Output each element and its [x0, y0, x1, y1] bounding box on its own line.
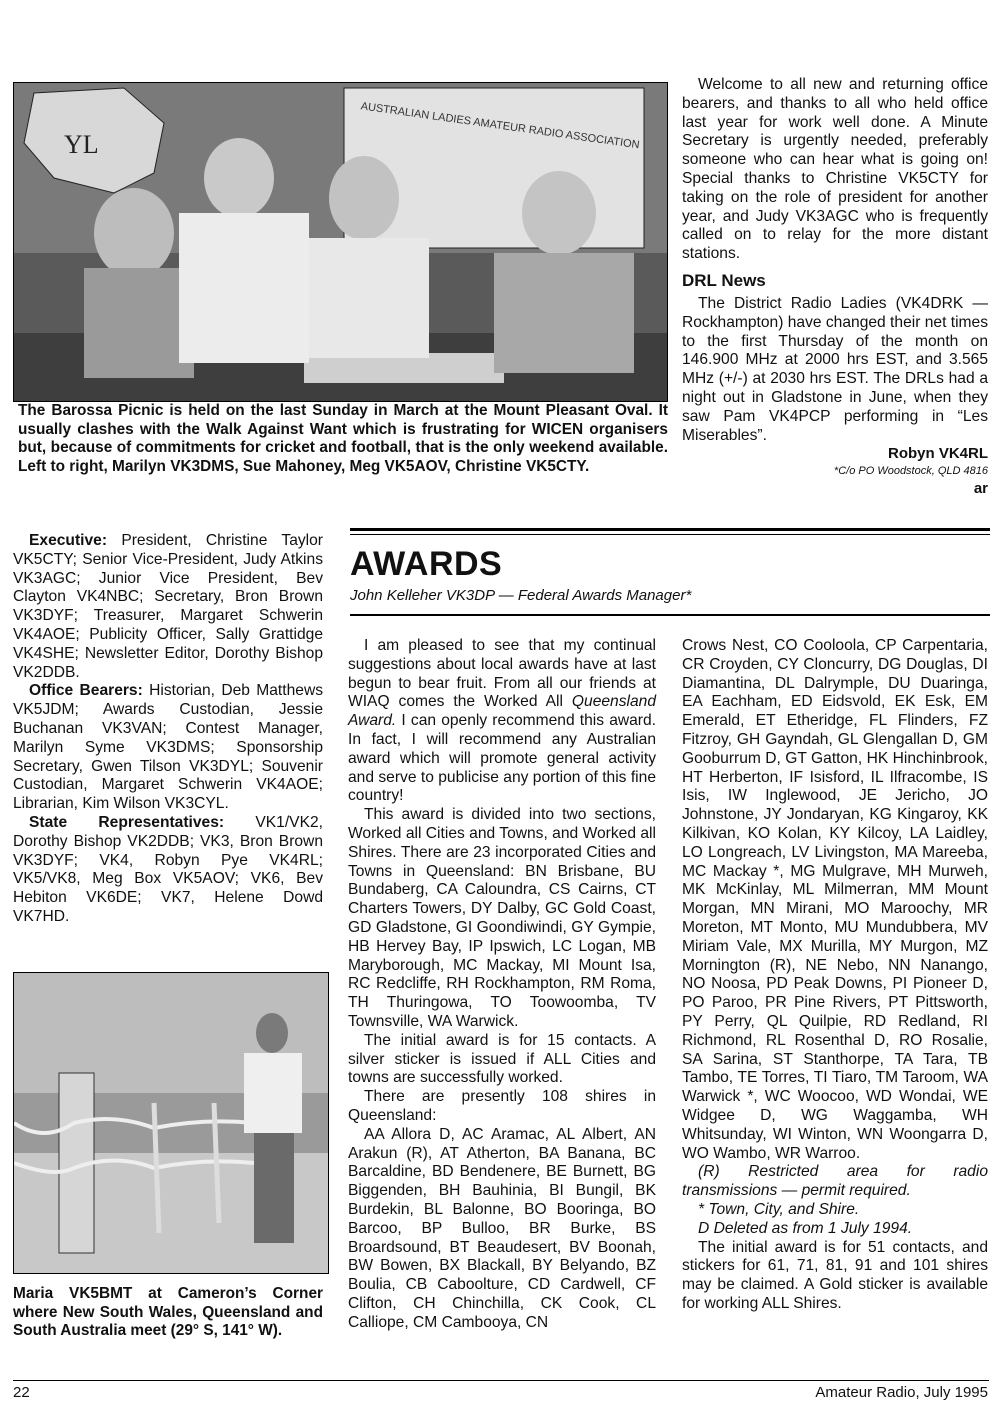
photo-barossa-picnic [13, 82, 668, 402]
photo-woman-at-post-image [14, 973, 328, 1273]
awards-para-6: Crows Nest, CO Cooloola, CP Carpentaria, CR Croyden, CY Cloncurry, DG Douglas, DI Diamantina, DL Dalrymple, DU Duaringa, EA Eachham, ED Eidsvold, EK Esk, EM Emerald, ET Etheridge, FL Flinders, FZ Fitzroy, GH Gayndah, GL Glengallan D, GM Gooburrum D, GT Gatton, HK Hinchinbrook, HT Herberton, IF Isisford, IL Ilfracombe, IS Isis, IW Inglewood, JE Jericho, JO Johnstone, JY Jondaryan, KG Kingaroy, KK Kilkivan, KO Kolan, KY Kilcoy, LA Laidley, LO Longreach, LV Livingston, MA Mareeba, MC Mackay *, MG Mulgrave, MH Murweh, MK McKinlay, ML Milmerran, MM Mount Morgan, MN Mirani, MO Maroochy, MR Moreton, MT Monto, MU Mundubbera, MV Miriam Vale, MX Murilla, MY Murgon, MZ Mornington (R), NE Nebo, NN Nanango, NO Noosa, PD Peak Downs, PI Pioneer D, PO Paroo, PR Pine Rivers, PT Pittsworth, PY Perry, QL Quilpie, RD Redland, RI Richmond, RL Rosenthal D, RO Rosalie, SA Sarina, ST Stanthorpe, TA Tara, TB Tambo, TE Torres, TI Tiaro, TM Taroom, WA Warwick *, WC Woocoo, WD Wondai, WE Widgee D, WG Waggamba, WH Whitsunday, WI Winton, WN Woongarra D, WO Wambo, WR Warroo. [682, 637, 988, 1162]
map-yl-text: YL [64, 130, 99, 159]
awards-rule-top-thin [350, 534, 990, 535]
photo2-caption: Maria VK5BMT at Cameron’s Corner where New South Wales, Queensland and South Australia meet (29° S, 141° W). [13, 1285, 323, 1340]
awards-note-restricted: (R) Restricted area for radio transmissions — permit required. [682, 1163, 988, 1200]
end-mark: ar [973, 480, 988, 497]
drl-address: *C/o PO Woodstock, QLD 4816 [833, 465, 988, 477]
welcome-text: Welcome to all new and returning office bearers, and thanks to all who held office last year for work well done. A Minute Secretary is urgently needed, preferably someone who can hear what is going on! Special thanks to Christine VK5CTY for taking on the role of president for another year, and Judy VK3AGC who is frequently called on to relay for the more distant stations. [682, 76, 988, 263]
award-name: Queensland Award. [348, 693, 656, 730]
awards-para-2: This award is divided into two sections, Worked all Cities and Towns, and Worked all Shires. There are 23 incorporated Cities and Towns in Queensland: BN Brisbane, BU Bundaberg, CA Caloundra, CS Cairns, CT Charters Towers, DY Dalby, GC Gold Coast, GD Gladstone, GI Goondiwindi, GY Gympie, HB Hervey Bay, IP Ipswich, LC Logan, MB Maryborough, MC Mackay, MI Mount Isa, RC Redcliffe, RH Rockhampton, RM Roma, TH Thuringowa, TO Toowoomba, TV Townsville, WA Warwick. [348, 806, 656, 1030]
photo-women-at-table-image [14, 83, 667, 401]
officers-list [13, 532, 323, 927]
office-bearers-label: Office Bearers: [29, 682, 143, 700]
drl-signature: Robyn VK4RL [887, 445, 988, 462]
awards-column-1 [348, 637, 656, 1332]
office-bearers-para [13, 682, 323, 814]
page-number: 22 [13, 1384, 30, 1401]
photo1-caption: The Barossa Picnic is held on the last Sunday in March at the Mount Pleasant Oval. It usually clashes with the Walk Against Want which is frustrating for WICEN organisers but, because of commitments for cricket and football, that is the only weekend available. Left to right, Marilyn VK3DMS, Sue Mahoney, Meg VK5AOV, Christine VK5CTY. [18, 402, 668, 475]
photo-camerons-corner [13, 972, 329, 1274]
awards-rule-top-thick [350, 528, 990, 531]
awards-para-5: AA Allora D, AC Aramac, AL Albert, AN Arakun (R), AT Atherton, BA Banana, BC Barcaldine, BD Bendenere, BE Burnett, BG Biggenden, BH Bauhinia, BI Bungil, BK Burdekin, BL Balonne, BO Booringa, BO Barcoo, BP Bulloo, BR Burke, BS Broardsound, BT Beaudesert, BV Boonah, BW Bowen, BX Blackall, BY Belyando, BZ Boulia, CB Caboolture, CD Cardwell, CF Clifton, CH Chinchilla, CK Cook, CL Calliope, CM Cambooya, CN [348, 1125, 656, 1331]
drl-news-heading: DRL News [682, 271, 766, 290]
publication-name: Amateur Radio, July 1995 [815, 1384, 988, 1401]
state-reps-para [13, 814, 323, 927]
awards-para-4: There are presently 108 shires in Queensland: [348, 1088, 656, 1124]
state-reps-text: VK1/VK2, Dorothy Bishop VK2DDB; VK3, Bron Brown VK3DYF; VK4, Robyn Pye VK4RL; VK5/VK8, Meg Box VK5AOV; VK6, Bev Hebiton VK6DE; VK7, Helene Dowd VK7HD. [13, 813, 323, 925]
drl-news-body [682, 295, 988, 445]
awards-title: AWARDS [350, 545, 503, 583]
executive-para [13, 532, 323, 682]
office-bearers-text: Historian, Deb Matthews VK5JDM; Awards Custodian, Jessie Buchanan VK3VAN; Contest Manager, Marilyn Syme VK3DMS; Sponsorship Secretary, Gwen Tilson VK3DYL; Souvenir Custodian, Margaret Schwerin VK4AOE; Librarian, Kim Wilson VK3CYL. [13, 682, 323, 813]
executive-text: President, Christine Taylor VK5CTY; Senior Vice-President, Judy Atkins VK3AGC; Junior Vice President, Bev Clayton VK4NBC; Secretary, Bron Brown VK3DYF; Treasurer, Margaret Schwerin VK4AOE; Publicity Officer, Sally Grattidge VK4SHE; Newsletter Editor, Dorothy Bishop VK2DDB. [13, 532, 323, 681]
footer-rule [13, 1380, 989, 1381]
awards-para-1: I am pleased to see that my continual suggestions about local awards have at last begun to bear fruit. From all our friends at WIAQ comes the Worked All Queensland Award. I can openly recommend this award. In fact, I will recommend any Australian award which will promote general activity and serve to publicise any portion of this fine country! [348, 637, 656, 805]
awards-para-3: The initial award is for 15 contacts. A silver sticker is issued if ALL Cities and towns are successfully worked. [348, 1031, 656, 1087]
awards-para-7: The initial award is for 51 contacts, and stickers for 61, 71, 81, 91 and 101 shires may be claimed. A Gold sticker is available for working ALL Shires. [682, 1238, 988, 1312]
awards-rule-bottom [350, 614, 990, 616]
awards-column-2 [682, 637, 988, 1314]
awards-note-town: * Town, City, and Shire. [698, 1200, 860, 1218]
drl-news-text: The District Radio Ladies (VK4DRK — Rockhampton) have changed their net times to the first Thursday of the month on 146.900 MHz at 2000 hrs EST, and 3.565 MHz (+/-) at 2030 hrs EST. The DRLs had a night out in Gladstone in June, when they saw Pam VK4PCP performing in “Les Miserables”. [682, 295, 988, 444]
state-reps-label: State Representatives: [29, 813, 225, 831]
awards-byline: John Kelleher VK3DP — Federal Awards Manager* [350, 587, 692, 604]
awards-note-deleted: D Deleted as from 1 July 1994. [698, 1219, 913, 1237]
executive-label: Executive: [29, 532, 108, 549]
welcome-paragraph [682, 76, 988, 264]
sign-text: AUSTRALIAN LADIES AMATEUR RADIO ASSOCIATION [359, 100, 641, 152]
